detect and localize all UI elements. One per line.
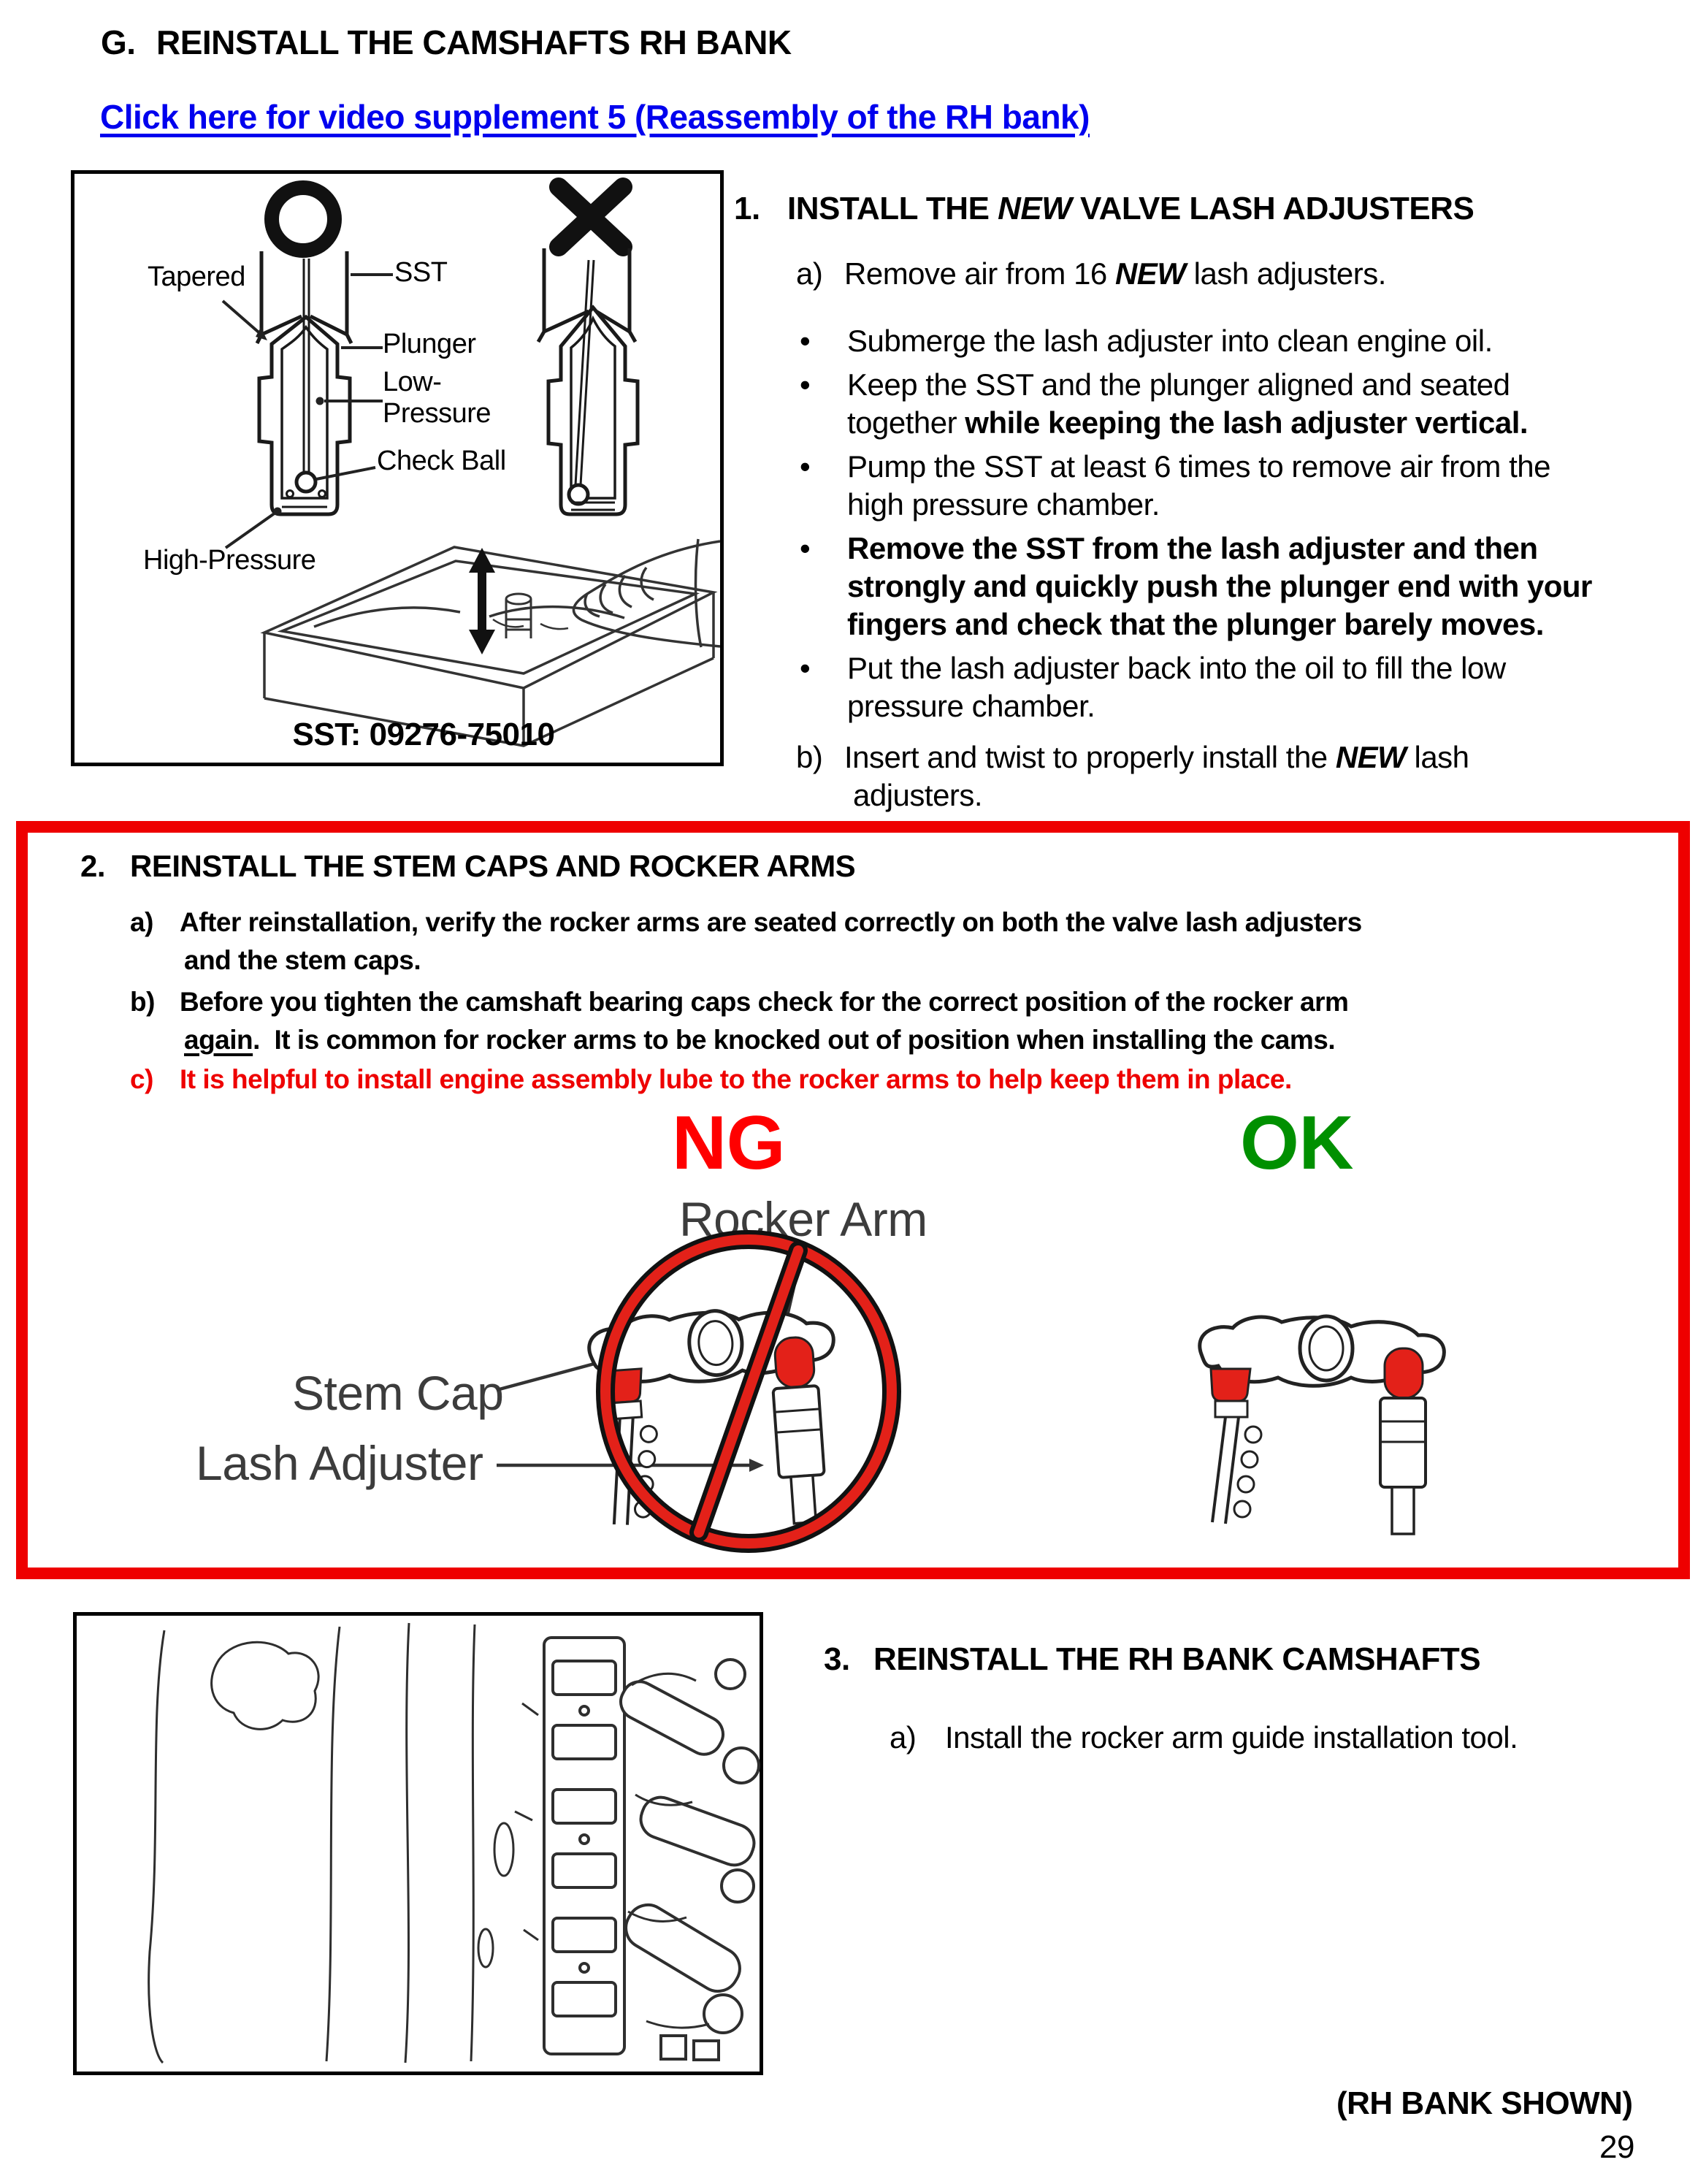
camshaft-parts-art [615,1660,760,2060]
step1-number: 1. [734,191,760,226]
step1-bullet5-line1: Put the lash adjuster back into the oil to fill the low [847,651,1506,685]
label-low-pressure-line1: Low- [383,367,442,397]
label-check-ball: Check Ball [377,446,506,476]
figure1-caption: SST: 09276-75010 [292,717,555,752]
rocker-arm-figure [175,1169,1534,1592]
step2-item-a-label: a) [130,907,153,937]
engine-illustration [77,1616,752,2064]
step3-title: REINSTALL THE RH BANK CAMSHAFTS [873,1641,1481,1677]
step1-item-a-pre: Remove air from 16 [844,256,1115,291]
step1-bullet2-line2-bold: while keeping the lash adjuster vertical. [965,405,1529,440]
step2-item-a-line2: and the stem caps. [184,945,421,975]
label-stem-cap: Stem Cap [292,1366,504,1420]
page-number: 29 [1599,2129,1634,2165]
step1-title-em: NEW [998,191,1072,226]
cam-carrier-art [544,1638,624,2054]
step1-bullet2-line1: Keep the SST and the plunger aligned and seated [847,367,1510,402]
step2-item-b-underlined: again [184,1025,253,1055]
step2-item-c: It is helpful to install engine assembly lube to the rocker arms to help keep them in place. [180,1064,1292,1094]
label-plunger: Plunger [383,329,476,359]
step2-title: REINSTALL THE STEM CAPS AND ROCKER ARMS [130,849,856,883]
step3-item-a: Install the rocker arm guide installation tool. [945,1720,1518,1755]
bullet-icon: • [800,367,811,402]
rocker-arm-ok-art [1200,1316,1445,1534]
bullet-icon: • [800,324,811,358]
step1-bullet4-line3: fingers and check that the plunger barely moves. [847,607,1544,641]
correct-icon [272,188,334,251]
footer-note: (RH BANK SHOWN) [1336,2085,1633,2121]
step2-item-b-line2 [184,1026,1335,1055]
label-rocker-arm: Rocker Arm [679,1192,927,1246]
label-high-pressure: High-Pressure [143,545,316,576]
step2-item-b-rest: . It is common for rocker arms to be knocked out of position when installing the cams. [253,1025,1336,1055]
step1-bullet4-line1: Remove the SST from the lash adjuster and then [847,531,1538,565]
step2-item-a-line1: After reinstallation, verify the rocker arms are seated correctly on both the valve lash adjusters [180,907,1362,937]
label-lash-adjuster: Lash Adjuster [196,1436,483,1490]
step3-item-a-label: a) [890,1720,917,1755]
step1-item-b-label: b) [796,740,823,774]
step2-item-c-label: c) [130,1064,153,1094]
ng-label: NG [672,1101,785,1185]
step1-bullet3-line1: Pump the SST at least 6 times to remove air from the [847,449,1550,484]
step1-bullet2-line2-normal: together [847,405,965,440]
step1-item-a [844,257,1386,290]
video-supplement-link[interactable]: Click here for video supplement 5 (Reassembly of the RH bank) [100,98,1090,136]
step1-bullet3-line2: high pressure chamber. [847,487,1160,522]
step1-item-b-pre: Insert and twist to properly install the [844,740,1336,774]
step1-bullet5-line2: pressure chamber. [847,689,1095,723]
step2-number: 2. [80,849,106,883]
step1-item-a-label: a) [796,256,823,291]
label-sst: SST [394,257,448,288]
ok-label: OK [1240,1101,1353,1185]
step1-title-pre: INSTALL THE [787,191,998,226]
incorrect-icon [559,187,623,247]
step1-item-b-line2: adjusters. [853,778,983,812]
step1-bullet2-line2 [847,406,1528,439]
lash-adjuster-incorrect-art [538,248,638,514]
bullet-icon: • [800,531,811,565]
step1-item-b-em: NEW [1335,740,1407,774]
label-low-pressure-line2: Pressure [383,398,491,429]
bullet-icon: • [800,449,811,484]
step1-bullet4-line2: strongly and quickly push the plunger end with your [847,569,1592,603]
label-tapered: Tapered [148,261,245,292]
step1-item-b-post: lash [1406,740,1469,774]
step1-title [787,191,1474,226]
step1-item-b-line1 [844,741,1469,774]
step3-number: 3. [824,1641,850,1677]
step1-bullet1: Submerge the lash adjuster into clean engine oil. [847,324,1493,358]
step2-item-b-label: b) [130,987,155,1017]
page-title: REINSTALL THE CAMSHAFTS RH BANK [156,23,792,61]
step1-item-a-post: lash adjusters. [1185,256,1386,291]
section-letter: G. [101,23,136,61]
bullet-icon: • [800,651,811,685]
step1-item-a-em: NEW [1114,256,1186,291]
no-symbol-icon [605,1240,892,1543]
step1-title-post: VALVE LASH ADJUSTERS [1071,191,1474,226]
step2-item-b-line1: Before you tighten the camshaft bearing caps check for the correct position of the rocker arm [180,987,1349,1017]
